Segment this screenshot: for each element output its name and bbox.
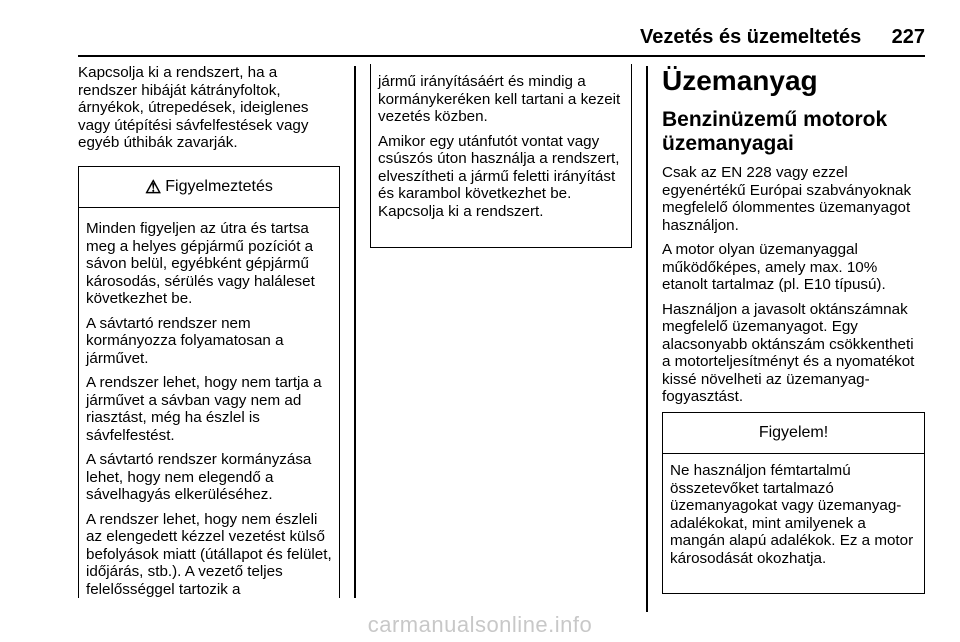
chapter-title: Vezetés és üzemeltetés xyxy=(640,26,862,48)
warning-header xyxy=(79,167,339,208)
subsection-heading: Benzinüzemű motorok üzemanyagai xyxy=(662,108,888,155)
column-3 xyxy=(662,64,925,413)
body-paragraph: Csak az EN 228 vagy ezzel egyenértékű Európai szabványoknak megfelelő ólommentes üzemanyagot használjon. xyxy=(662,164,912,234)
body-paragraph: Használjon a javasolt oktánszámnak megfelelő üzemanyagot. Egy alacsonyabb oktánszám csökkentheti a motorteljesítményt és a nyomatékot kissé növelheti az üzemanyag-fogyasztást. xyxy=(662,300,915,405)
page-header xyxy=(640,26,925,56)
warning-paragraph: Minden figyeljen az útra és tartsa meg a helyes gépjármű pozíciót a sávon belül, egyébként gépjármű károsodás, sérülés vagy haláleset következhet be. xyxy=(86,220,315,307)
warning-paragraph: A rendszer lehet, hogy nem tartja a járművet a sávban vagy nem ad riasztást, még ha észlel is sávfelfestést. xyxy=(86,374,322,444)
warning-title: Figyelmeztetés xyxy=(165,178,273,195)
warning-continuation-body xyxy=(371,64,631,220)
intro-paragraph: Kapcsolja ki a rendszert, ha a rendszer hibáját kátrányfoltok, árnyékok, útrepedések, ideiglenes vagy útépítési sávfelfestések vagy egyéb úthibák zavarják. xyxy=(78,64,309,151)
header-rule xyxy=(78,55,925,57)
notice-header xyxy=(663,413,924,454)
watermark: carmanualsonline.info xyxy=(367,612,593,637)
notice-title: Figyelem! xyxy=(758,424,829,441)
body-paragraph: A motor olyan üzemanyaggal működőképes, amely max. 10% etanolt tartalmaz (pl. E10 típusú). xyxy=(662,241,886,293)
notice-body xyxy=(663,454,924,567)
warning-paragraph: A rendszer lehet, hogy nem észleli az elengedett kézzel vezetést külső befolyások miatt (útállapot és felület, időjárás, stb.). A vezető teljes felelősséggel tartozik a xyxy=(86,510,332,598)
column-divider-1 xyxy=(354,66,356,598)
warning-triangle-icon: ⚠ xyxy=(145,176,162,197)
notice-box xyxy=(662,412,925,594)
notice-text: Ne használjon fémtartalmú összetevőket tartalmazó üzemanyagokat vagy üzemanyag-adalékokat, mint amilyenek a mangán alapú adalékok. Ez a motor károsodását okozhatja. xyxy=(670,462,914,567)
column-1 xyxy=(78,64,340,159)
page-number: 227 xyxy=(891,26,925,48)
warning-paragraph: A sávtartó rendszer kormányzása lehet, hogy nem elegendő a sávelhagyás elkerüléséhez. xyxy=(86,451,312,503)
warning-paragraph: A sávtartó rendszer nem kormányozza folyamatosan a járművet. xyxy=(86,314,284,367)
warning-box xyxy=(78,166,340,598)
column-divider-2 xyxy=(646,66,648,612)
warning-paragraph: jármű irányításáért és mindig a kormánykeréken kell tartani a kezeit vezetés közben. xyxy=(378,73,621,125)
warning-paragraph: Amikor egy utánfutót vontat vagy csúszós úton használja a rendszert, elveszítheti a jármű feletti irányítást és karambol következhet be. Kapcsolja ki a rendszert. xyxy=(378,132,620,220)
section-heading: Üzemanyag xyxy=(662,65,818,96)
warning-body xyxy=(79,208,339,598)
warning-continuation-box xyxy=(370,64,632,248)
